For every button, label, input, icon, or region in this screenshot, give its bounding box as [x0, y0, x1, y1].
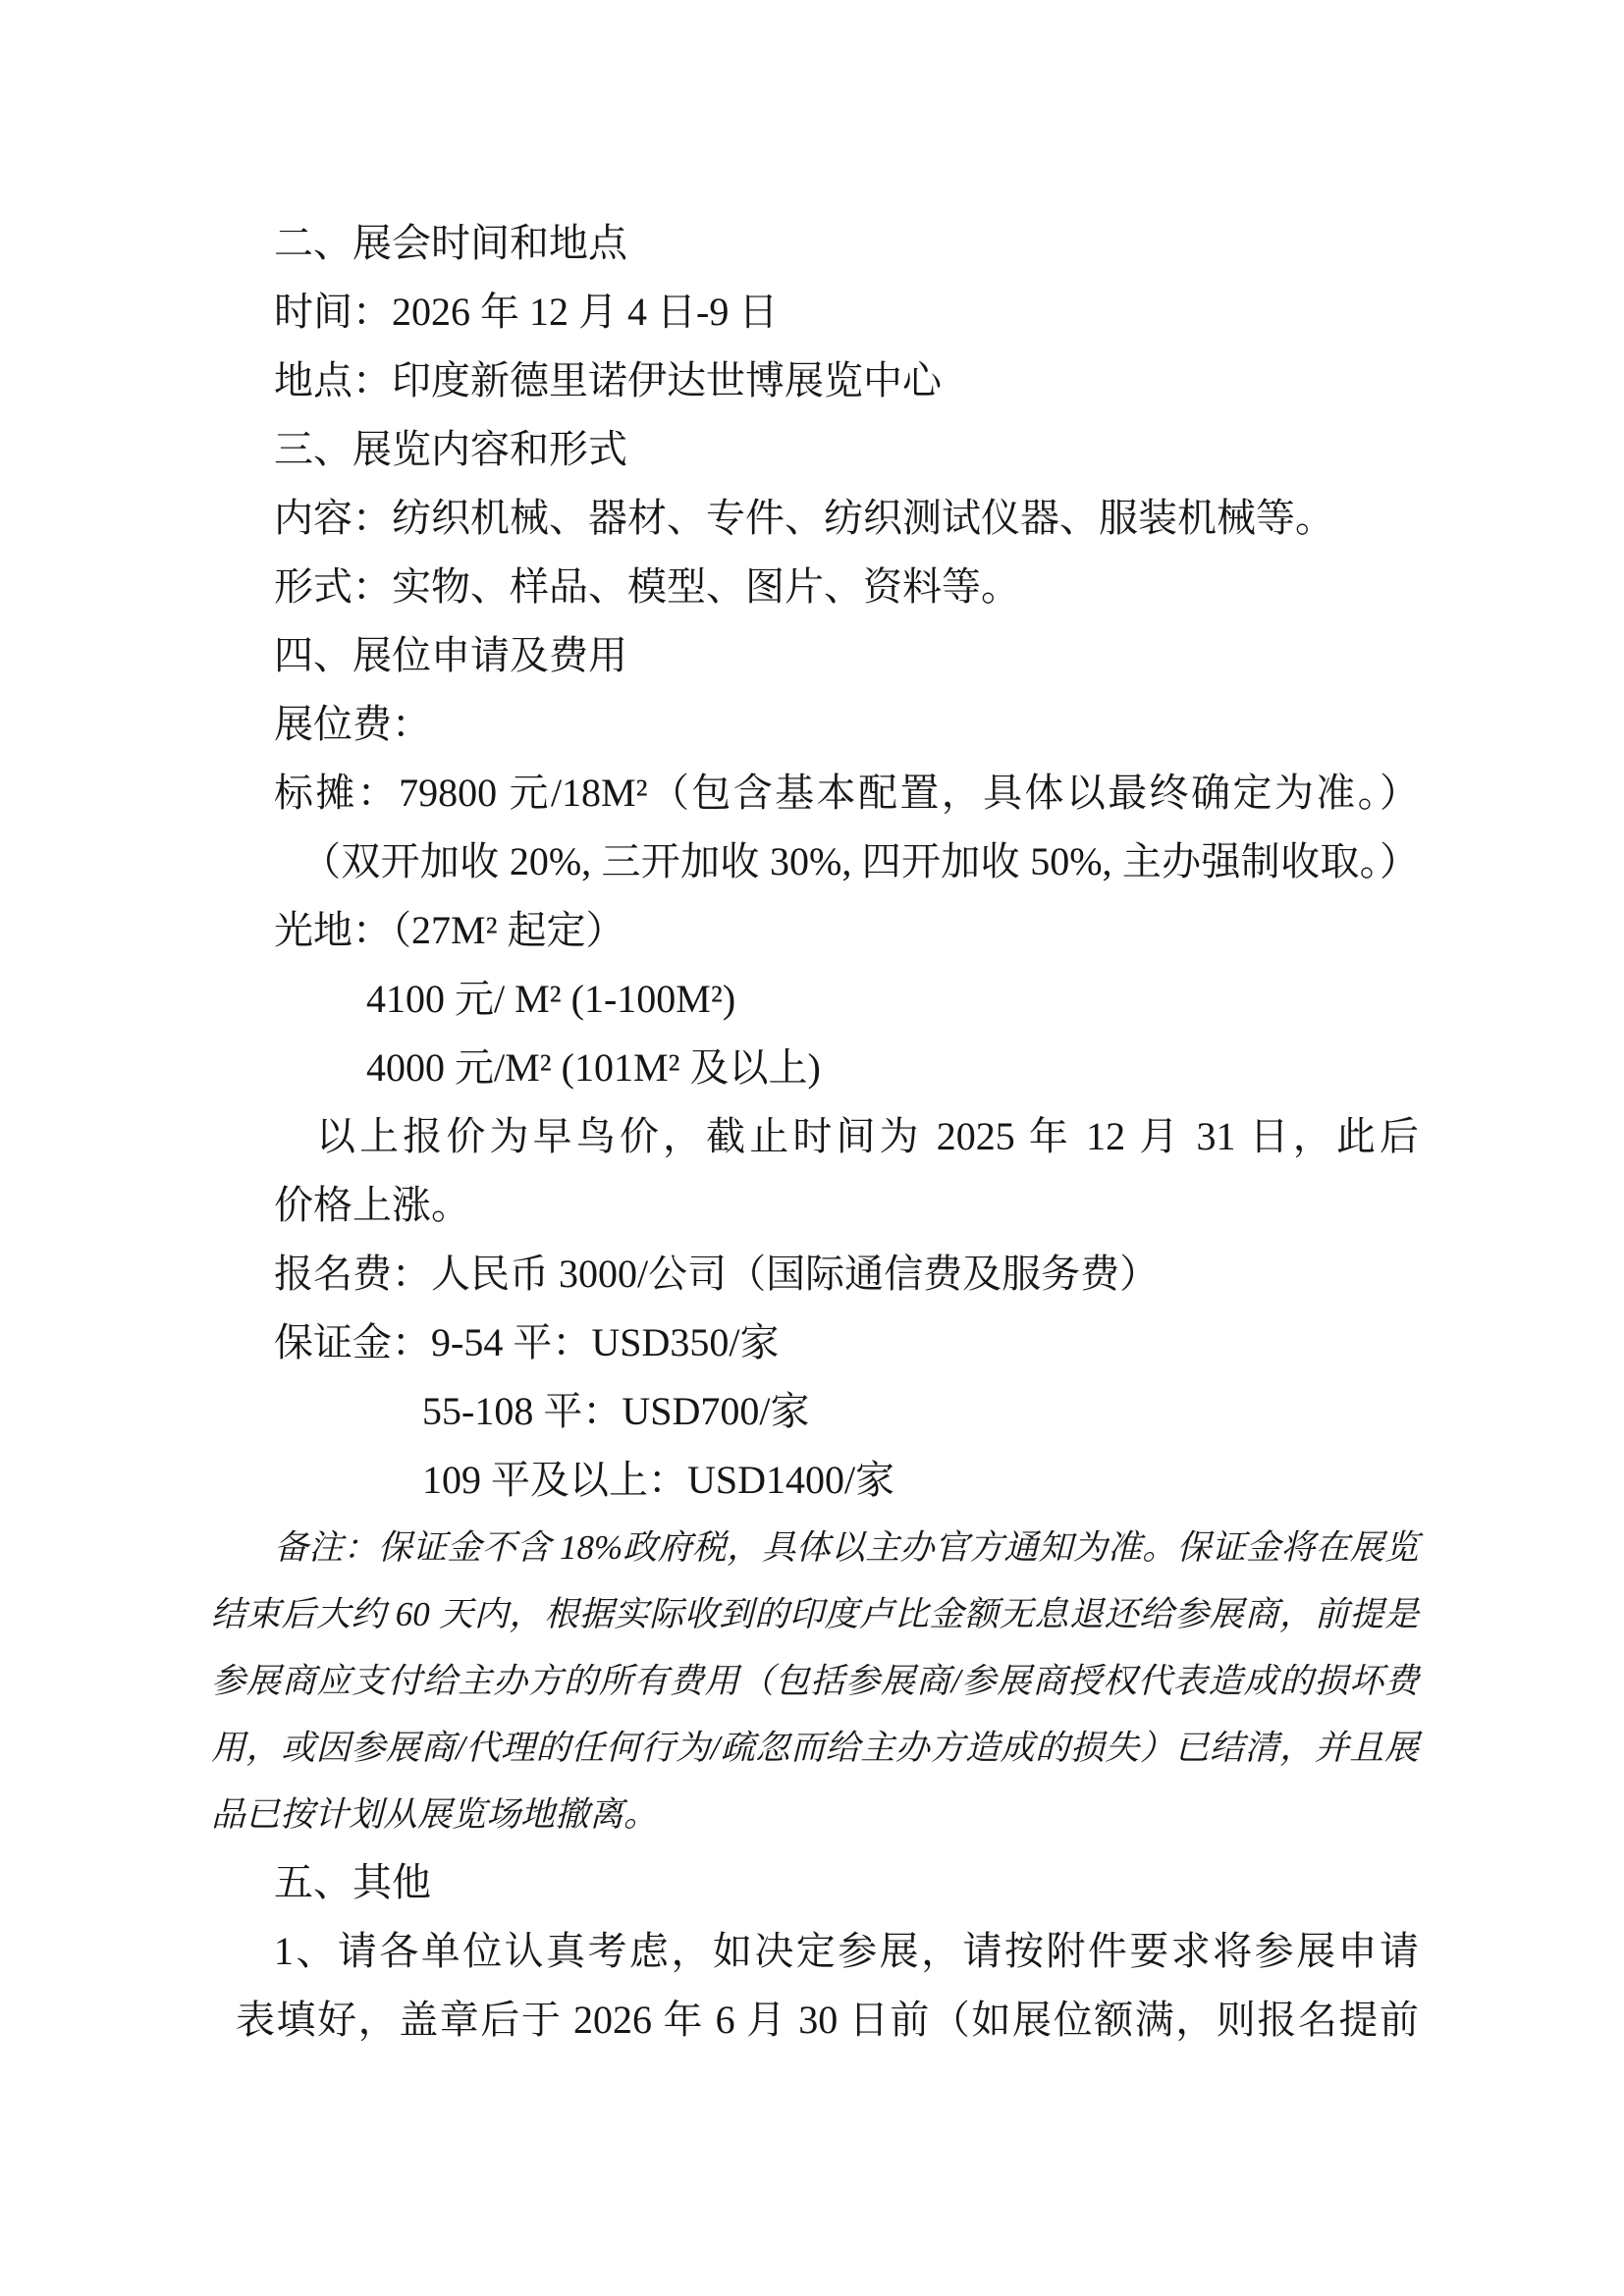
- line-early-bird-deadline: 以上报价为早鸟价，截止时间为 2025 年 12 月 31 日，此后: [316, 1114, 1419, 1158]
- line-raw-space-label: 光地：（27M² 起定）: [274, 908, 625, 952]
- line-raw-space-price-tier-2: 4000 元/M² (101M² 及以上): [366, 1045, 821, 1090]
- line-exhibition-location: 地点：印度新德里诺伊达世博展览中心: [274, 358, 942, 402]
- line-deposit-tier-2: 55-108 平：USD700/家: [422, 1389, 810, 1433]
- note-line-2: 结束后大约 60 天内，根据实际收到的印度卢比金额无息退还给参展商，前提是: [211, 1595, 1419, 1633]
- line-other-item-1-continued: 表填好，盖章后于 2026 年 6 月 30 日前（如展位额满，则报名提前: [236, 1998, 1419, 2042]
- line-deposit-tier-3: 109 平及以上：USD1400/家: [422, 1458, 895, 1502]
- line-open-side-surcharge: （双开加收 20%, 三开加收 30%, 四开加收 50%, 主办强制收取。）: [301, 839, 1419, 883]
- line-exhibit-content: 内容：纺织机械、器材、专件、纺织测试仪器、服装机械等。: [274, 496, 1334, 540]
- note-line-4: 用，或因参展商/代理的任何行为/疏忽而给主办方造成的损失）已结清，并且展: [211, 1729, 1419, 1767]
- note-line-1: 备注：保证金不含 18%政府税，具体以主办官方通知为准。保证金将在展览: [274, 1528, 1419, 1567]
- line-raw-space-price-tier-1: 4100 元/ M² (1-100M²): [366, 977, 736, 1021]
- line-deposit-tier-1: 保证金：9-54 平：USD350/家: [274, 1320, 780, 1364]
- note-line-5: 品已按计划从展览场地撤离。: [211, 1795, 659, 1834]
- line-exhibit-format: 形式：实物、样品、模型、图片、资料等。: [274, 564, 1020, 609]
- line-booth-fee-label: 展位费：: [274, 702, 431, 746]
- line-price-rise: 价格上涨。: [274, 1183, 470, 1227]
- heading-section-5: 五、其他: [274, 1860, 431, 1904]
- note-line-3: 参展商应支付给主办方的所有费用（包括参展商/参展商授权代表造成的损坏费: [211, 1662, 1419, 1700]
- line-registration-fee: 报名费：人民币 3000/公司（国际通信费及服务费）: [274, 1252, 1160, 1296]
- line-standard-booth-price: 标摊：79800 元/18M²（包含基本配置，具体以最终确定为准。）: [274, 771, 1419, 815]
- heading-section-2: 二、展会时间和地点: [274, 221, 627, 265]
- heading-section-4: 四、展位申请及费用: [274, 633, 627, 677]
- heading-section-3: 三、展览内容和形式: [274, 427, 627, 471]
- line-other-item-1: 1、请各单位认真考虑，如决定参展，请按附件要求将参展申请: [274, 1929, 1419, 1973]
- line-exhibition-time: 时间：2026 年 12 月 4 日-9 日: [274, 290, 779, 334]
